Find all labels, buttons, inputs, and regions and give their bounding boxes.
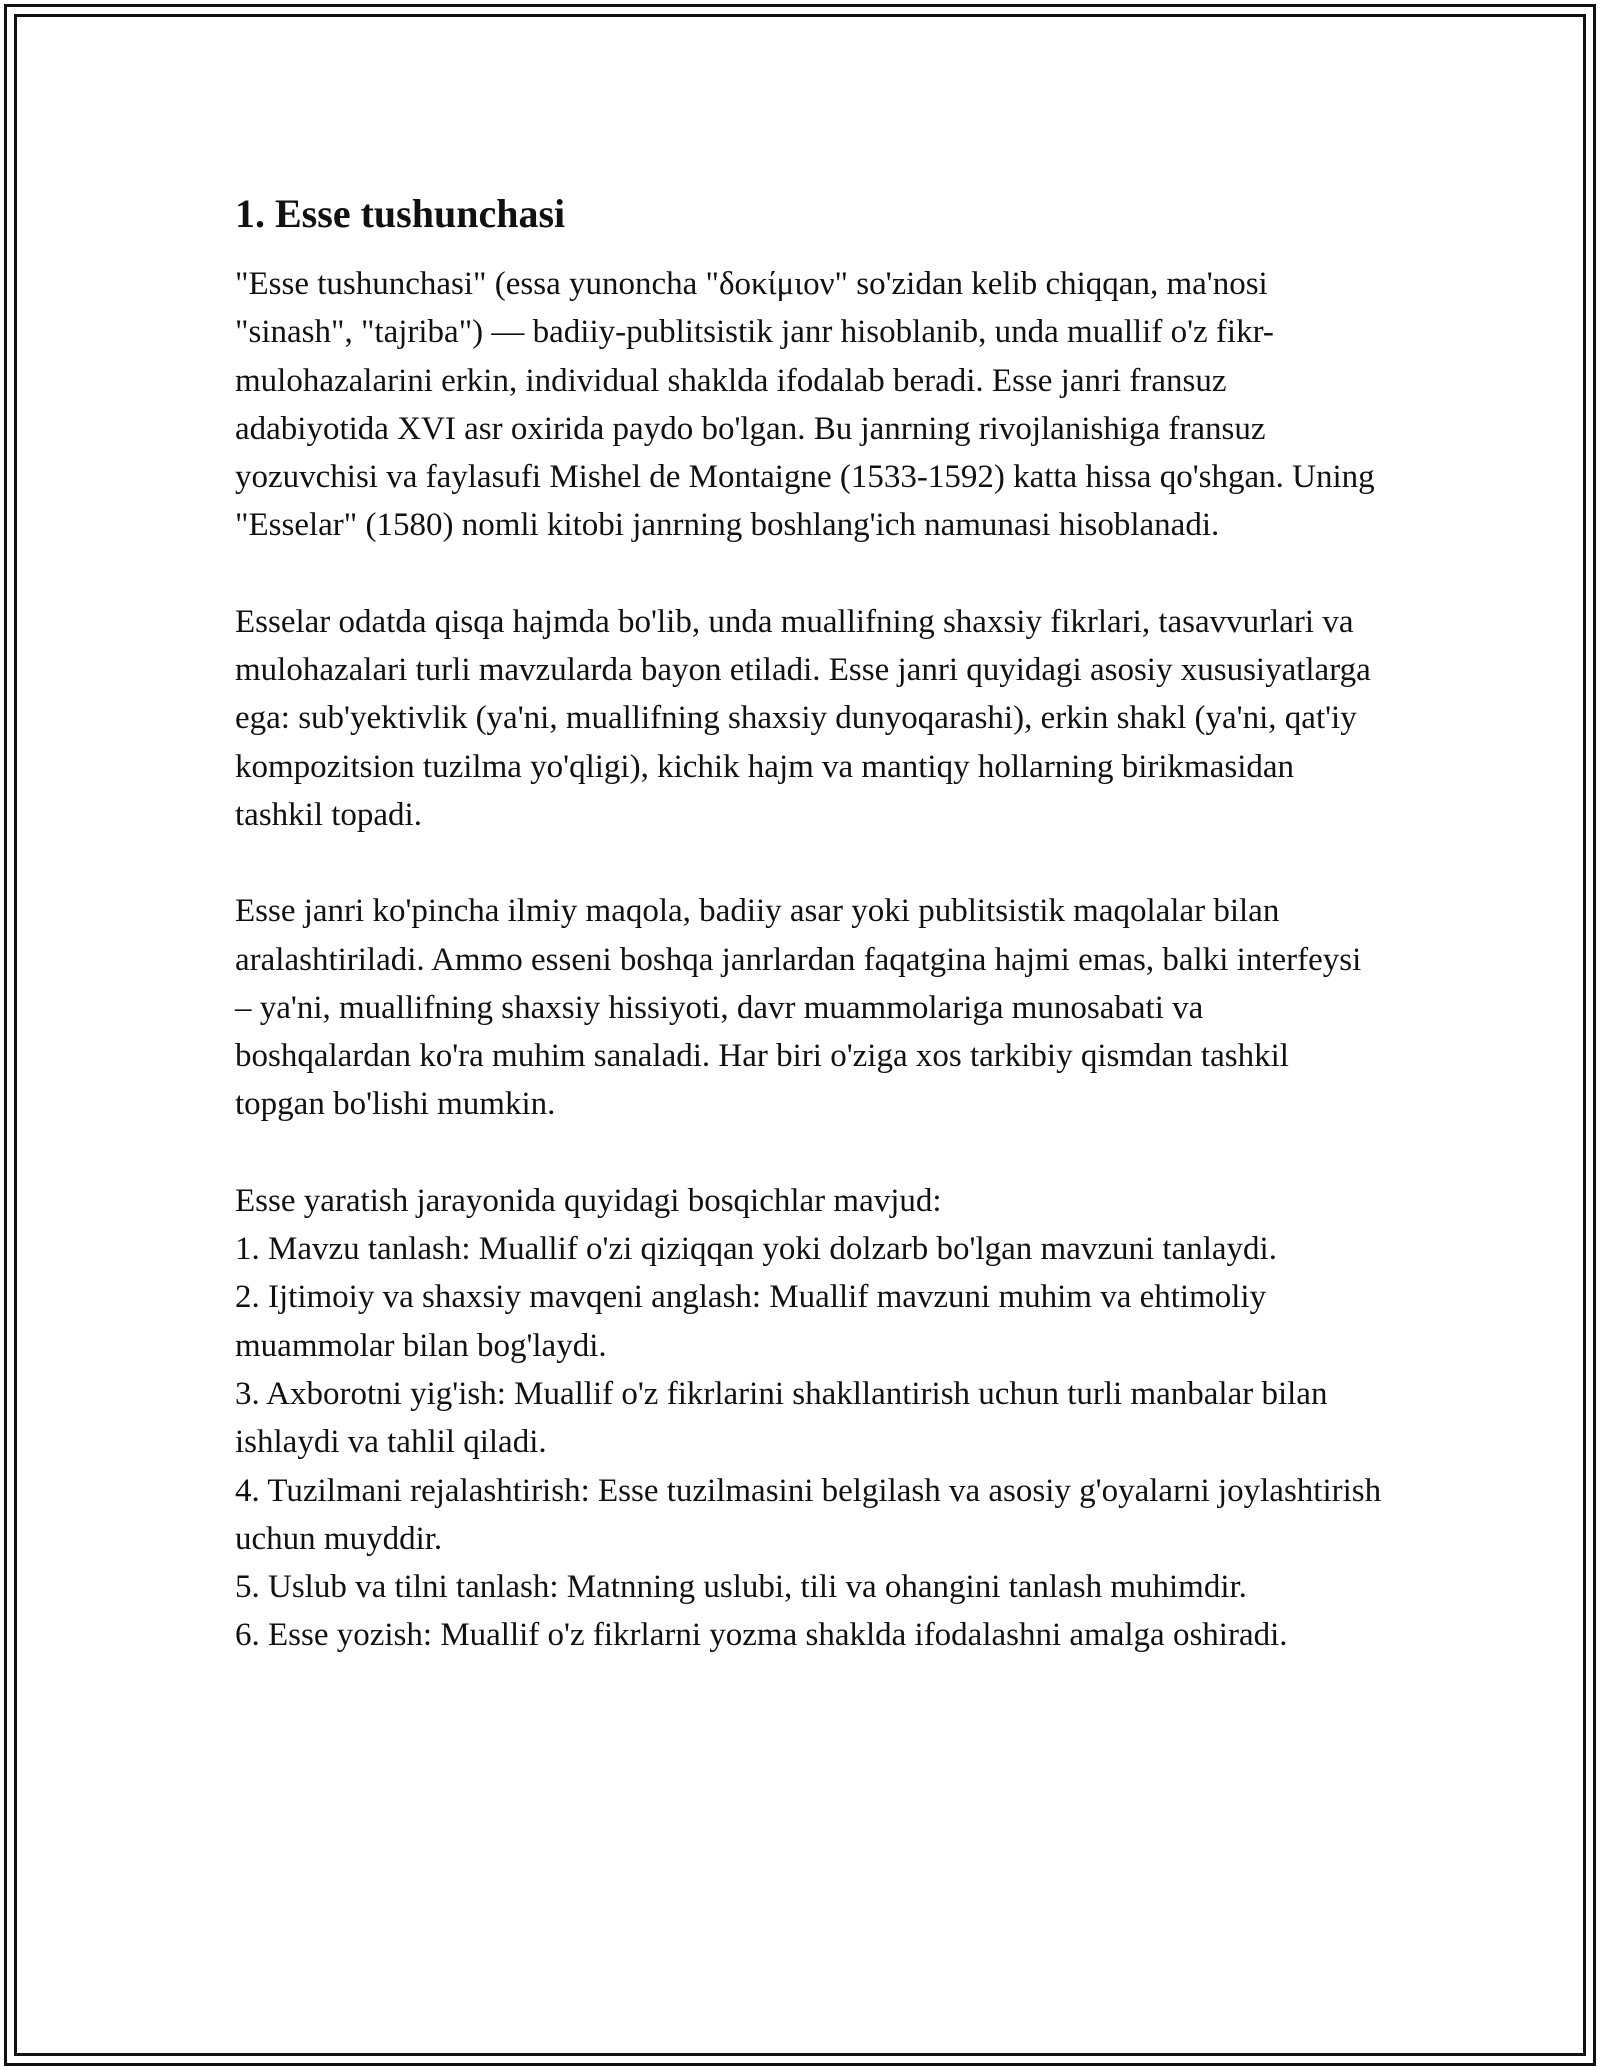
- list-item: 1. Mavzu tanlash: Muallif o'zi qiziqqan yoki dolzarb bo'lgan mavzuni tanlaydi.: [235, 1231, 1277, 1268]
- paragraph-gap: [235, 839, 1385, 887]
- list-item: 6. Esse yozish: Muallif o'z fikrlarni yozma shaklda ifodalashni amalga oshiradi.: [235, 1617, 1288, 1654]
- list-item: 5. Uslub va tilni tanlash: Matnning uslubi, tili va ohangini tanlash muhimdir.: [235, 1569, 1247, 1606]
- section-heading: 1. Esse tushunchasi: [235, 191, 566, 236]
- paragraph-comparison: Esse janri ko'pincha ilmiy maqola, badiiy asar yoki publitsistik maqolalar bilan aralashtiriladi. Ammo esseni boshqa janrlardan faqatgina hajmi emas, balki interfeysi – ya'ni, muallifning shaxsiy hissiyoti, davr muammolariga munosabati va boshqalardan ko'ra muhim sanaladi. Har biri o'ziga xos tarkibiy qismdan tashkil topgan bo'lishi mumkin.: [235, 893, 1362, 1123]
- document-body: [235, 186, 1385, 1660]
- paragraph-characteristics: Esselar odatda qisqa hajmda bo'lib, unda muallifning shaxsiy fikrlari, tasavvurlari va mulohazalari turli mavzularda bayon etiladi. Esse janri quyidagi asosiy xususiyatlarga ega: sub'yektivlik (ya'ni, muallifning shaxsiy dunyoqarashi), erkin shakl (ya'ni, qat'iy kompozitsion tuzilma yo'qligi), kichik hajm va mantiqy hollarning birikmasidan tashkil topadi.: [235, 603, 1371, 833]
- list-intro: Esse yaratish jarayonida quyidagi bosqichlar mavjud:: [235, 1182, 942, 1219]
- paragraph-gap: [235, 1129, 1385, 1177]
- paragraph-gap: [235, 550, 1385, 598]
- list-item: 3. Axborotni yig'ish: Muallif o'z fikrlarini shakllantirish uchun turli manbalar bilan ishlaydi va tahlil qiladi.: [235, 1375, 1328, 1461]
- list-item: 2. Ijtimoiy va shaxsiy mavqeni anglash: Muallif mavzuni muhim va ehtimoliy muammolar bilan bog'laydi.: [235, 1279, 1267, 1364]
- list-item: 4. Tuzilmani rejalashtirish: Esse tuzilmasini belgilash va asosiy g'oyalarni joylashtirish uchun muyddir.: [235, 1472, 1382, 1557]
- paragraph-definition: "Esse tushunchasi" (essa yunoncha "δοκίμιον" so'zidan kelib chiqqan, ma'nosi "sinash", "tajriba") — badiiy-publitsistik janr hisoblanib, unda muallif o'z fikr-mulohazalarini erkin, individual shaklda ifodalab beradi. Esse janri fransuz adabiyotida XVI asr oxirida paydo bo'lgan. Bu janrning rivojlanishiga fransuz yozuvchisi va faylasufi Mishel de Montaigne (1533-1592) katta hissa qo'shgan. Uning "Esselar" (1580) nomli kitobi janrning boshlang'ich namunasi hisoblanadi.: [235, 266, 1375, 544]
- steps-list: [235, 1225, 1385, 1660]
